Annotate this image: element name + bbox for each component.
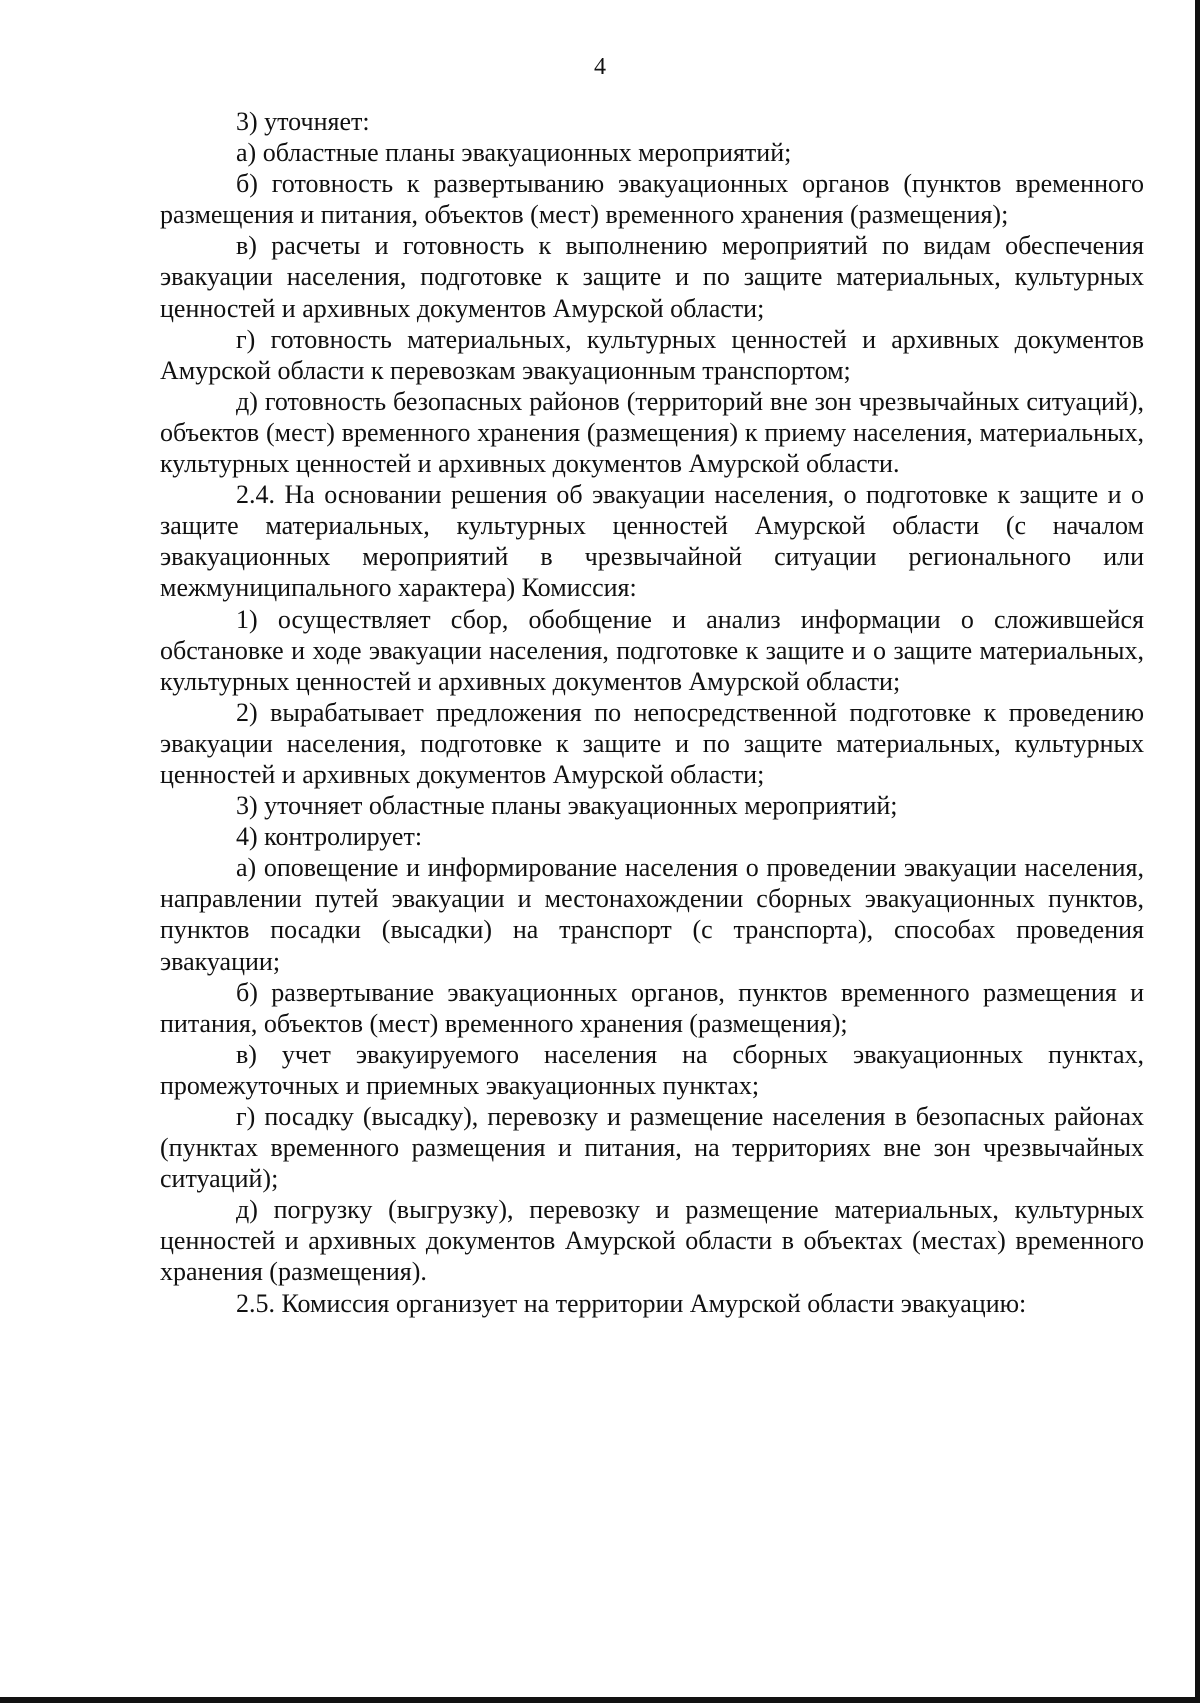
paragraph: 3) уточняет областные планы эвакуационных мероприятий; [236,791,898,821]
paragraph: г) посадку (высадку), перевозку и размещение населения в безопасных районах (пунктах временного размещения и питания, на территориях вне зон чрезвычайных ситуаций); [160,1102,1144,1194]
paragraph: б) развертывание эвакуационных органов, пунктов временного размещения и питания, объектов (мест) временного хранения (размещения); [160,977,1144,1038]
paragraph: 3) уточняет: [236,107,370,136]
paragraph: а) областные планы эвакуационных мероприятий; [236,138,792,168]
paragraph: 1) осуществляет сбор, обобщение и анализ информации о сложившейся обстановке и ходе эвакуации населения, подготовке к защите и о защите материальных, культурных ценностей и архивных документов Амурской области; [160,604,1144,696]
paragraph: а) оповещение и информирование населения о проведении эвакуации населения, направлении путей эвакуации и местонахождении сборных эвакуационных пунктов, пунктов посадки (высадки) на транспорт (с транспорта), способах проведения эвакуации; [160,853,1144,976]
paragraph: 2.4. На основании решения об эвакуации населения, о подготовке к защите и о защите материальных, культурных ценностей Амурской области (с началом эвакуационных мероприятий в чрезвычайной ситуации регионального или межмуниципального характера) Комиссия: [160,480,1144,603]
paragraph: 2) вырабатывает предложения по непосредственной подготовке к проведению эвакуации населения, подготовке к защите и по защите материальных, культурных ценностей и архивных документов Амурской области; [160,697,1144,789]
paragraph: в) учет эвакуируемого населения на сборных эвакуационных пунктах, промежуточных и приемных эвакуационных пунктах; [160,1039,1144,1100]
scan-edge-bottom [0,1697,1200,1703]
paragraph: в) расчеты и готовность к выполнению мероприятий по видам обеспечения эвакуации населения, подготовке к защите и по защите материальных, культурных ценностей и архивных документов Амурской области; [160,231,1144,323]
page-number: 4 [594,54,606,80]
scan-edge-right [1195,0,1200,1703]
document-body [160,106,1144,1319]
paragraph: д) погрузку (выгрузку), перевозку и размещение материальных, культурных ценностей и архивных документов Амурской области в объектах (местах) временного хранения (размещения). [160,1195,1144,1287]
paragraph: 2.5. Комиссия организует на территории Амурской области эвакуацию: [236,1288,1027,1318]
paragraph: д) готовность безопасных районов (территорий вне зон чрезвычайных ситуаций), объектов (мест) временного хранения (размещения) к приему населения, материальных, культурных ценностей и архивных документов Амурской области. [160,386,1144,479]
paragraph: 4) контролирует: [236,822,423,852]
paragraph: б) готовность к развертыванию эвакуационных органов (пунктов временного размещения и питания, объектов (мест) временного хранения (размещения); [160,169,1144,230]
paragraph: г) готовность материальных, культурных ценностей и архивных документов Амурской области к перевозкам эвакуационным транспортом; [160,324,1144,385]
